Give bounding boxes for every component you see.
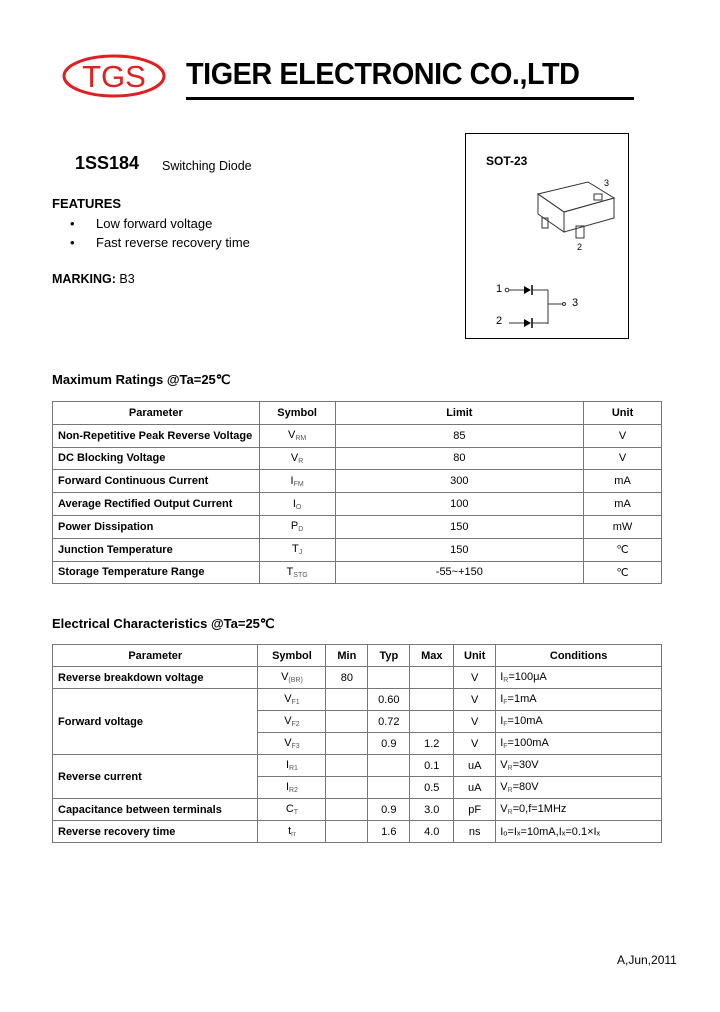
max-ratings-title: Maximum Ratings @Ta=25℃: [52, 372, 231, 387]
table-row: Non-Repetitive Peak Reverse Voltage $V_{RM}$ 85 V: [53, 424, 662, 447]
table-row: $V_{F2}$ 0.72 V $I_F=10mA$: [53, 711, 662, 733]
header-typ: Typ: [368, 645, 410, 667]
table-row: Reverse breakdown voltage $V_{(BR)}$ 80 V $I_R=100\mu A$: [53, 667, 662, 689]
svg-text:2: 2: [577, 242, 583, 252]
marking: MARKING: B3: [52, 272, 135, 286]
package-box: [465, 133, 629, 339]
package-drawing-icon: [466, 134, 630, 340]
part-number: 1SS184: [75, 153, 140, 173]
header-max: Max: [410, 645, 454, 667]
header-min: Min: [326, 645, 368, 667]
header-symbol: Symbol: [258, 645, 326, 667]
part-description: Switching Diode: [162, 159, 252, 173]
table-row: Forward voltage $V_{F1}$ 0.60 V $I_F=1mA$: [53, 689, 662, 711]
package-name: SOT-23: [486, 154, 528, 168]
table-row: DC Blocking Voltage $V_R$ 80 V: [53, 447, 662, 470]
revision-date: A,Jun,2011: [617, 953, 677, 967]
svg-text:3: 3: [604, 178, 610, 188]
electrical-title: Electrical Characteristics @Ta=25℃: [52, 616, 275, 631]
table-row: Capacitance between terminals $C_T$ 0.9 3.0 pF $V_R=0,f=1MHz$: [53, 799, 662, 821]
table-row: Power Dissipation $P_D$ 150 mW: [53, 515, 662, 538]
feature-item: • Low forward voltage: [70, 216, 213, 231]
header-conditions: Conditions: [496, 645, 662, 667]
feature-item: • Fast reverse recovery time: [70, 235, 250, 250]
header-limit: Limit: [335, 402, 584, 425]
table-row: Junction Temperature $T_J$ 150 ℃: [53, 538, 662, 561]
table-row: Storage Temperature Range $T_{STG}$ -55~+150 ℃: [53, 561, 662, 584]
tgs-logo: [62, 54, 166, 98]
svg-text:3: 3: [572, 297, 579, 309]
table-row: Forward Continuous Current $I_{FM}$ 300 mA: [53, 470, 662, 493]
header-parameter: Parameter: [53, 645, 258, 667]
table-row: $I_{R2}$ 0.5 uA $V_R=80V$: [53, 777, 662, 799]
svg-text:1: 1: [496, 283, 503, 295]
company-name: TIGER ELECTRONIC CO.,LTD: [186, 56, 580, 91]
header-unit: Unit: [454, 645, 496, 667]
header-unit: Unit: [584, 402, 662, 425]
header-divider: [186, 97, 634, 100]
table-header-row: [53, 402, 662, 425]
table-row: Average Rectified Output Current $I_O$ 100 mA: [53, 493, 662, 516]
table-header-row: [53, 645, 662, 667]
max-ratings-table: [52, 401, 662, 584]
table-row: $V_{F3}$ 0.9 1.2 V $I_F=100mA$: [53, 733, 662, 755]
logo-text: TGS: [82, 59, 146, 94]
header-symbol: Symbol: [259, 402, 335, 425]
svg-text:2: 2: [496, 315, 503, 327]
features-title: FEATURES: [52, 196, 122, 211]
table-row: Reverse current $I_{R1}$ 0.1 uA $V_R=30V$: [53, 755, 662, 777]
table-row: Reverse recovery time $t_{rr}$ 1.6 4.0 ns Iₒ=Iₓ=10mA,Iₓ=0.1×Iₓ: [53, 821, 662, 843]
header-parameter: Parameter: [53, 402, 260, 425]
electrical-table: [52, 644, 662, 843]
